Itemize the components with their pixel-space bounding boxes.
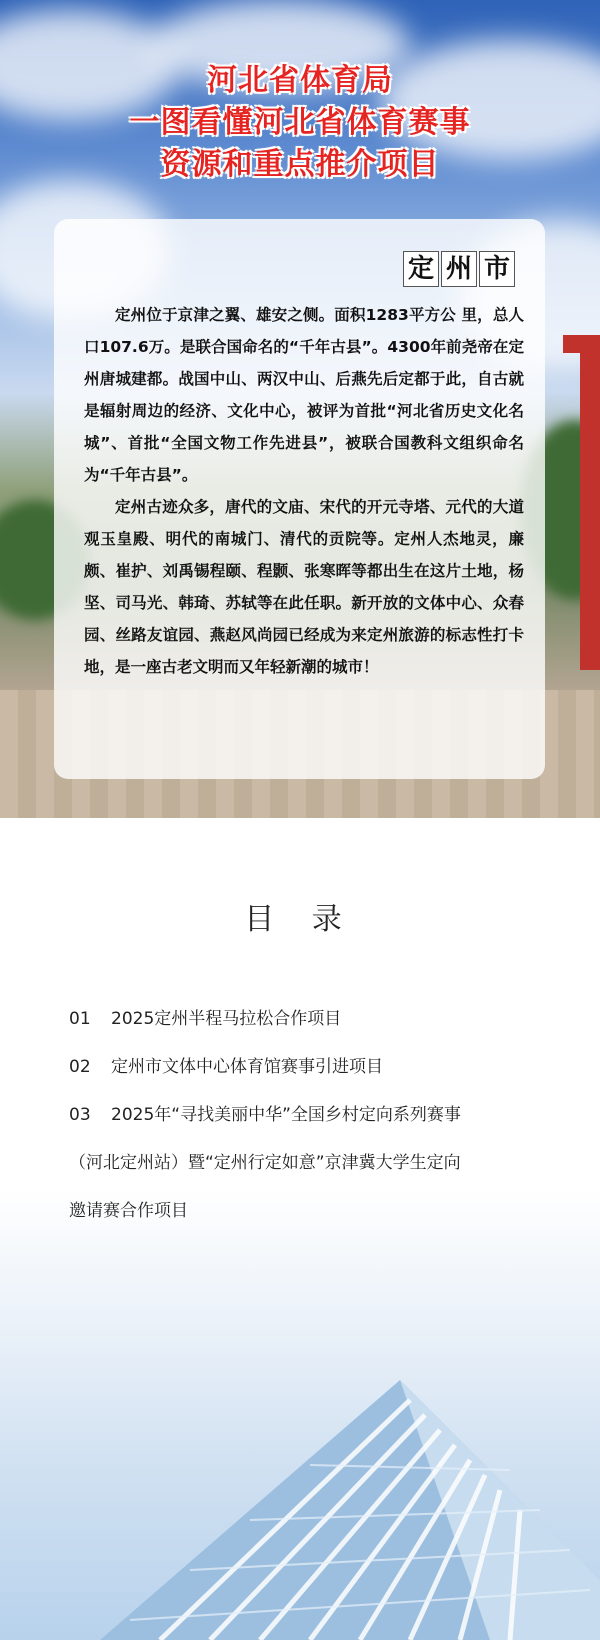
title-line: 资源和重点推介项目 bbox=[160, 147, 440, 182]
intro-paragraph: 定州位于京津之翼、雄安之侧。面积1283平方公 里，总人口107.6万。是联合国命名的“千年古县”。4300年前尧帝在定州唐城建都。战国中山、两汉中山、后燕先后定都于此，自古就是辐射周边的经济、文化中心，被评为首批“河北省历史文化名城”、首批“全国文物工作先进县”，被联合国教科文组织命名为“千年古县”。 bbox=[84, 306, 524, 484]
toc-item-number: 03 bbox=[69, 1105, 91, 1125]
title-line: 河北省体育局 bbox=[207, 63, 393, 98]
toc-item-number: 02 bbox=[69, 1057, 91, 1077]
toc-item-text: 2025年“寻找美丽中华”全国乡村定向系列赛事 bbox=[111, 1105, 461, 1125]
hero-banner bbox=[0, 0, 600, 818]
toc-item[interactable] bbox=[69, 1091, 539, 1139]
intro-text bbox=[84, 299, 524, 683]
toc-item[interactable] bbox=[69, 995, 539, 1043]
toc-item-number: 01 bbox=[69, 1009, 91, 1029]
toc-item-text: 2025定州半程马拉松合作项目 bbox=[111, 1009, 342, 1029]
toc-item-continuation: 邀请赛合作项目 bbox=[69, 1201, 188, 1221]
glass-building-image bbox=[70, 1340, 600, 1640]
city-char: 市 bbox=[479, 251, 515, 287]
city-name-seal bbox=[401, 251, 515, 287]
red-pillar bbox=[580, 340, 600, 670]
city-char: 定 bbox=[403, 251, 439, 287]
toc-item-continuation: （河北定州站）暨“定州行定如意”京津冀大学生定向 bbox=[69, 1153, 461, 1173]
red-pillar-cap bbox=[563, 335, 600, 353]
toc-title: 目 录 bbox=[244, 902, 356, 937]
intro-paragraph: 定州古迹众多，唐代的文庙、宋代的开元寺塔、元代的大道观玉皇殿、明代的南城门、清代的贡院等。定州人杰地灵，廉颇、崔护、刘禹锡程颐、程颢、张寒晖等都出生在这片土地，杨坚、司马光、韩琦、苏轼等在此任职。新开放的文体中心、众春园、丝路友谊园、燕赵风尚园已经成为来定州旅游的标志性打卡地，是一座古老文明而又年轻新潮的城市！ bbox=[84, 498, 524, 676]
toc-item-text: 定州市文体中心体育馆赛事引进项目 bbox=[111, 1057, 383, 1077]
toc-section bbox=[0, 818, 600, 1640]
city-char: 州 bbox=[441, 251, 477, 287]
toc-item[interactable] bbox=[69, 1043, 539, 1091]
toc-list bbox=[69, 995, 539, 1235]
page-title bbox=[0, 60, 600, 186]
intro-card bbox=[54, 219, 545, 779]
title-line: 一图看懂河北省体育赛事 bbox=[129, 105, 471, 140]
